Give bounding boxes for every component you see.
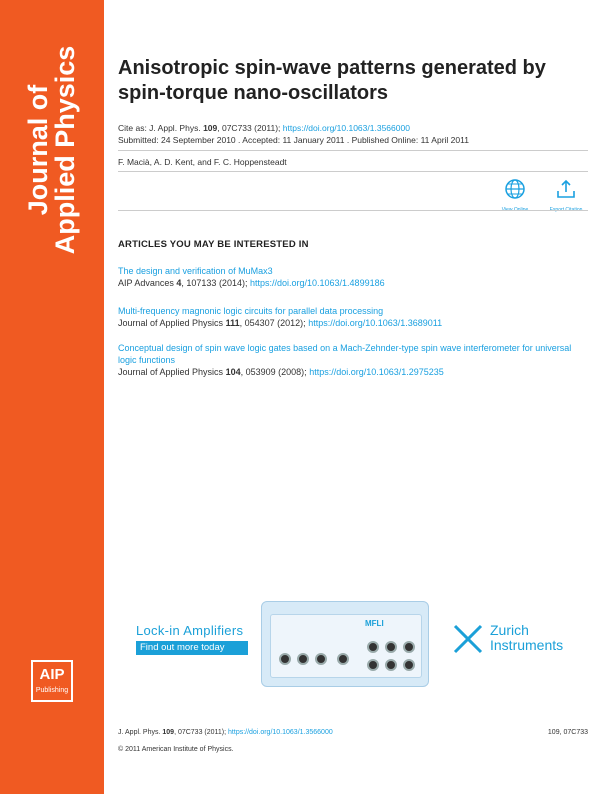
- knob-icon: [337, 653, 349, 665]
- brand-line1: Zurich: [490, 622, 529, 638]
- journal-sidebar: [0, 0, 104, 794]
- aip-publishing-logo[interactable]: [31, 660, 73, 702]
- related-article: [118, 265, 588, 289]
- related-journal: Journal of Applied Physics: [118, 318, 224, 328]
- view-online-button[interactable]: [495, 178, 535, 213]
- zurich-instruments-logo-icon: [452, 623, 484, 655]
- footer-journal: J. Appl. Phys.: [118, 729, 161, 736]
- related-article-citation: [118, 366, 588, 378]
- ad-find-out-more-button[interactable]: Find out more today: [136, 641, 248, 655]
- related-rest: , 107133 (2014);: [181, 278, 248, 288]
- knob-icon: [385, 659, 397, 671]
- export-icon: [555, 178, 577, 200]
- related-doi-link[interactable]: https://doi.org/10.1063/1.3689011: [308, 318, 443, 328]
- related-journal: Journal of Applied Physics: [118, 367, 224, 377]
- export-citation-button[interactable]: [546, 178, 586, 213]
- divider: [118, 171, 588, 172]
- divider: [118, 150, 588, 151]
- related-rest: , 054307 (2012);: [239, 318, 306, 328]
- knob-icon: [403, 641, 415, 653]
- zurich-instruments-brand: [490, 623, 563, 653]
- lock-in-amplifier-device-image: [261, 601, 429, 687]
- footer-rest: , 07C733 (2011);: [174, 729, 227, 736]
- related-article-citation: [118, 277, 588, 289]
- divider: [118, 210, 588, 211]
- related-articles-heading: ARTICLES YOU MAY BE INTERESTED IN: [118, 239, 309, 250]
- related-journal: AIP Advances: [118, 278, 174, 288]
- related-article-title-link[interactable]: Multi-frequency magnonic logic circuits for parallel data processing: [118, 306, 384, 316]
- cite-rest: , 07C733 (2011);: [217, 123, 281, 133]
- related-article-title-link[interactable]: The design and verification of MuMax3: [118, 266, 273, 276]
- related-article-title-link[interactable]: Conceptual design of spin wave logic gates based on a Mach-Zehnder-type spin wave interferometer for universal logic functions: [118, 343, 572, 365]
- knob-icon: [403, 659, 415, 671]
- copyright: © 2011 American Institute of Physics.: [118, 746, 234, 753]
- related-doi-link[interactable]: https://doi.org/10.1063/1.2975235: [309, 367, 444, 377]
- footer-page-id: 109, 07C733: [547, 729, 588, 736]
- knob-icon: [315, 653, 327, 665]
- aip-logo-main: AIP: [39, 666, 65, 683]
- cite-doi-link[interactable]: https://doi.org/10.1063/1.3566000: [282, 123, 410, 133]
- related-article: [118, 342, 588, 378]
- knob-icon: [385, 641, 397, 653]
- authors: F. Macià, A. D. Kent, and F. C. Hoppensteadt: [118, 157, 287, 167]
- globe-icon: [504, 178, 526, 200]
- publication-dates: Submitted: 24 September 2010 . Accepted: 11 January 2011 . Published Online: 11 April 2011: [118, 135, 469, 145]
- related-article-citation: [118, 317, 588, 329]
- knob-icon: [279, 653, 291, 665]
- knob-icon: [367, 659, 379, 671]
- footer-volume: 109: [162, 729, 175, 736]
- cite-volume: 109: [203, 123, 218, 133]
- related-doi-link[interactable]: https://doi.org/10.1063/1.4899186: [249, 278, 385, 288]
- brand-line2: Instruments: [490, 637, 564, 653]
- cite-label: Cite as: J. Appl. Phys.: [118, 123, 201, 133]
- device-label: MFLI: [365, 619, 384, 628]
- related-volume: 104: [225, 367, 241, 377]
- journal-name-line2: Applied Physics: [50, 45, 80, 255]
- advertisement-banner[interactable]: [124, 585, 584, 699]
- related-article: [118, 305, 588, 329]
- related-volume: 111: [225, 318, 240, 328]
- ad-headline: Lock-in Amplifiers: [136, 623, 244, 638]
- related-volume: 4: [176, 278, 182, 288]
- page-footer: [118, 729, 588, 736]
- footer-doi-link[interactable]: https://doi.org/10.1063/1.3566000: [228, 729, 333, 736]
- related-rest: , 053909 (2008);: [240, 367, 307, 377]
- journal-name: [25, 46, 79, 255]
- journal-name-line1: Journal of: [23, 84, 53, 216]
- article-title: Anisotropic spin-wave patterns generated by spin-torque nano-oscillators: [118, 57, 546, 104]
- aip-logo-sub: Publishing: [35, 687, 69, 694]
- device-front-panel: [270, 614, 422, 678]
- knob-icon: [367, 641, 379, 653]
- knob-icon: [297, 653, 309, 665]
- citation-block: [118, 122, 588, 146]
